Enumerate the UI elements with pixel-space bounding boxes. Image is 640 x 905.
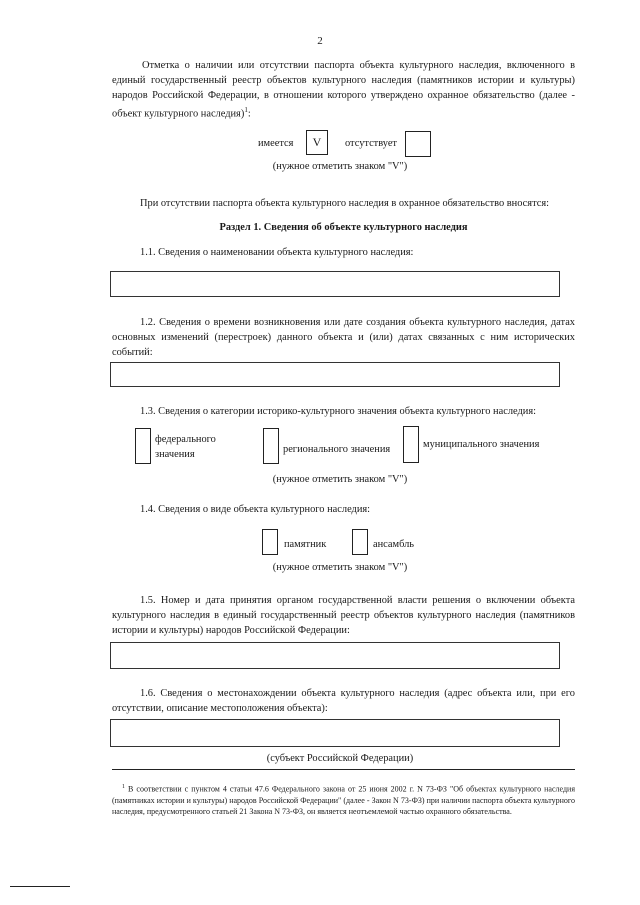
ensemble-label: ансамбль [373, 539, 415, 550]
page-number: 2 [317, 35, 323, 47]
municipal-checkbox[interactable] [403, 426, 419, 463]
item-1-6-caption: (субъект Российской Федерации) [266, 753, 414, 764]
footnote-marker: 1 [122, 784, 125, 790]
item-1-6-label: 1.6. Сведения о местонахождении объекта культурного наследия (адрес объекта или, при его отсутствии, описание местоположения объекта): [112, 688, 575, 714]
footnote-text: В соответствии с пунктом 4 статьи 47.6 Федерального закона от 25 июня 2002 г. N 73-ФЗ "Об объектах культурного наследия (памятниках истории и культуры) народов Российской Федерации" (далее - Закон N 73-ФЗ) при наличии паспорта объекта культурного наследия, предусмотренного статьей 21 Закона N 73-ФЗ, он является неотъемлемой частью охранного обязательства. [112, 784, 575, 816]
intro-footnote-ref: 1 [244, 106, 248, 114]
intro-text: Отметка о наличии или отсутствии паспорта объекта культурного наследия, включенного в единый государственный реестр объектов культурного наследия (памятников истории и культуры) народов Российской Федерации, в отношении которого утверждено охранное обязательство (далее - объект культурного наследия) [112, 60, 575, 120]
monument-checkbox[interactable] [262, 529, 278, 555]
intro-end: : [247, 108, 251, 120]
footnote [112, 782, 575, 817]
item-1-5-label: 1.5. Номер и дата принятия органом государственной власти решения о включении объекта культурного наследия в единый государственный реестр объектов культурного наследия (памятников истории и культуры) народов Российской Федерации: [112, 595, 575, 636]
item-1-2-field[interactable] [110, 362, 560, 387]
item-1-3-hint: (нужное отметить знаком "V") [272, 474, 408, 485]
municipal-label: муниципального значения [423, 439, 540, 450]
passport-has-label: имеется [258, 138, 294, 149]
federal-checkbox[interactable] [135, 428, 151, 464]
section-title: Раздел 1. Сведения об объекте культурного наследия [219, 222, 468, 233]
item-1-1-label: 1.1. Сведения о наименовании объекта культурного наследия: [140, 247, 414, 258]
item-1-5-field[interactable] [110, 642, 560, 669]
absent-note: При отсутствии паспорта объекта культурного наследия в охранное обязательство вносятся: [140, 198, 550, 209]
bottom-divider [10, 886, 70, 887]
footnote-divider [112, 769, 575, 770]
item-1-6-field[interactable] [110, 719, 560, 747]
monument-label: памятник [284, 539, 327, 550]
passport-has-checkbox[interactable]: V [306, 130, 328, 155]
item-1-1-field[interactable] [110, 271, 560, 297]
passport-absent-checkbox[interactable] [405, 131, 431, 157]
ensemble-checkbox[interactable] [352, 529, 368, 555]
item-1-4-hint: (нужное отметить знаком "V") [272, 562, 408, 573]
regional-label: регионального значения [283, 444, 391, 455]
item-1-2-label: 1.2. Сведения о времени возникновения или дате создания объекта культурного наследия, датах основных изменений (перестроек) данного объекта и (или) датах связанных с ним исторических событий: [112, 317, 575, 358]
federal-label: федерального значения [155, 434, 216, 460]
passport-absent-label: отсутствует [345, 138, 397, 149]
passport-hint: (нужное отметить знаком "V") [272, 161, 408, 172]
item-1-3-label: 1.3. Сведения о категории историко-культурного значения объекта культурного наследия: [140, 406, 537, 417]
regional-checkbox[interactable] [263, 428, 279, 464]
item-1-4-label: 1.4. Сведения о виде объекта культурного наследия: [140, 504, 371, 515]
intro-paragraph [112, 58, 575, 121]
